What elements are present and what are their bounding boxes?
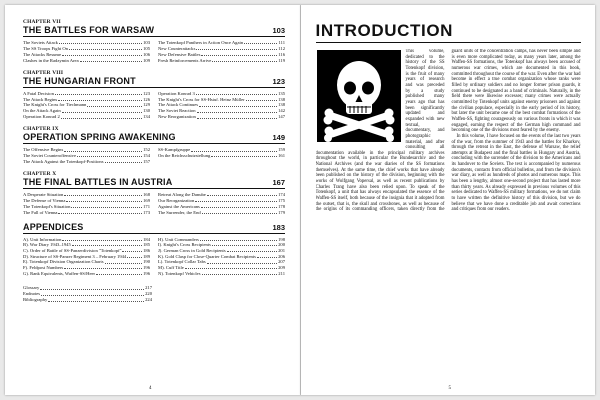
- dot-leader: [212, 58, 277, 62]
- chapter-label: CHAPTER X: [23, 170, 57, 177]
- toc-entry-page: 130: [143, 108, 150, 114]
- toc-entry-title: Glossary: [23, 285, 40, 291]
- dot-leader: [62, 237, 142, 241]
- toc-entry-page: 135: [278, 90, 285, 96]
- dot-leader: [48, 297, 144, 301]
- toc-section: [23, 126, 285, 165]
- chapter-heading: [23, 25, 285, 37]
- toc-column: [23, 147, 150, 165]
- table-of-contents: [23, 19, 285, 303]
- dot-leader: [87, 102, 142, 106]
- page-number-right: 5: [448, 386, 451, 391]
- dot-leader: [77, 153, 142, 157]
- toc-entry-title: Bibliography: [23, 297, 48, 303]
- toc-column: [158, 40, 285, 64]
- toc-entry: [23, 159, 150, 165]
- toc-entry-page: 119: [278, 57, 285, 63]
- toc-entry-page: 217: [145, 285, 152, 291]
- dot-leader: [41, 291, 144, 295]
- toc-entry-page: 179: [278, 209, 285, 215]
- chapter-label: CHAPTER VIII: [23, 69, 64, 76]
- toc-entry-title: A Desperate Situation: [23, 191, 64, 197]
- chapter-heading: [23, 177, 285, 189]
- toc-entry-page: 103: [143, 40, 150, 45]
- dot-leader: [202, 271, 278, 275]
- toc-entry-title: The Knight's Cross for SS-Hstuf. Heinz Müller: [158, 96, 245, 102]
- toc-entry-title: Our Reorganization: [158, 197, 195, 203]
- toc-entry-page: 138: [278, 102, 285, 108]
- toc-entry-title: The Knight's Cross for Tiechmann: [23, 102, 87, 108]
- dot-leader: [202, 210, 277, 214]
- toc-entry-page: 211: [278, 270, 285, 276]
- dot-leader: [55, 91, 142, 95]
- toc-entry-page: 116: [278, 51, 285, 57]
- toc-entry-page: 209: [278, 265, 285, 271]
- chapter-title: THE BATTLES FOR WARSAW: [23, 25, 155, 35]
- dot-leader: [62, 52, 142, 56]
- toc-entry: [23, 58, 150, 64]
- toc-entry: [23, 271, 150, 277]
- toc-entry: [23, 210, 150, 216]
- toc-entry-page: 152: [143, 147, 150, 153]
- toc-entry-title: The Offensive Begins: [23, 147, 64, 153]
- toc-entry-title: C). Order of Battle of SS-Panzerdivision "Totenkopf": [23, 247, 122, 253]
- toc-entry-title: F). Feldpost Numbers: [23, 265, 64, 271]
- dot-leader: [40, 285, 144, 289]
- toc-entry-title: The Soviets Attack: [23, 40, 58, 45]
- toc-entry-title: The Defense of Vienna: [23, 197, 66, 203]
- toc-column: [158, 91, 285, 121]
- dot-leader: [257, 254, 277, 258]
- toc-section: [23, 70, 285, 121]
- toc-column: [23, 237, 150, 277]
- toc-entry-title: Operation Konrad 3: [158, 90, 195, 96]
- dot-leader: [105, 259, 143, 263]
- dot-leader: [197, 114, 277, 118]
- toc-entry-title: SS-Kampfgruppe: [158, 147, 191, 153]
- dot-leader: [122, 248, 142, 252]
- toc-column: [23, 192, 150, 216]
- toc-entry-page: 189: [143, 253, 150, 259]
- toc-entry-title: A). Unit Information: [23, 236, 62, 242]
- toc-entry-page: 123: [143, 90, 150, 96]
- toc-entry-page: 186: [143, 247, 150, 253]
- toc-entry-page: 220: [145, 291, 152, 297]
- toc-entry-page: 109: [143, 57, 150, 63]
- toc-entry-title: N). Totenkopf Vehicles: [158, 270, 201, 276]
- chapter-label: CHAPTER IX: [23, 126, 59, 133]
- appendices-section: [23, 222, 285, 277]
- dot-leader: [185, 265, 277, 269]
- toc-column: [158, 192, 285, 216]
- toc-entry: [23, 297, 152, 303]
- contents-page: [5, 5, 301, 395]
- dot-leader: [96, 271, 142, 275]
- toc-entry-title: H). Unit Commanders: [158, 236, 199, 242]
- toc-column: [158, 147, 285, 165]
- chapter-page: 167: [272, 177, 285, 187]
- toc-entry-page: 105: [143, 45, 150, 51]
- dot-leader: [62, 108, 142, 112]
- book-spread: [5, 5, 595, 395]
- toc-columns: [23, 91, 285, 121]
- dot-leader: [195, 198, 277, 202]
- toc-entry-title: G). Rank Equivalents, Waffen-SS/Heer: [23, 270, 96, 276]
- toc-entry-page: 178: [278, 203, 285, 209]
- toc-entry-page: 112: [278, 45, 285, 51]
- dot-leader: [59, 40, 142, 44]
- toc-entry-title: Clashes in the Radzymin Area: [23, 57, 79, 63]
- toc-entry-page: 142: [278, 108, 285, 114]
- toc-entry-title: The Attacks Resume: [23, 51, 62, 57]
- dot-leader: [80, 58, 142, 62]
- dot-leader: [199, 102, 277, 106]
- dot-leader: [211, 153, 277, 157]
- dot-leader: [71, 204, 142, 208]
- toc-entry-title: Against the Americans: [158, 203, 200, 209]
- toc-entry-page: 134: [143, 114, 150, 120]
- toc-entry-page: 174: [278, 191, 285, 197]
- toc-entry-title: On the Attack Again: [23, 108, 61, 114]
- toc-entry-title: New Defensive Battles: [158, 51, 201, 57]
- dot-leader: [127, 254, 142, 258]
- dot-leader: [58, 210, 142, 214]
- toc-entry-title: Operation Konrad 2: [23, 114, 60, 120]
- dot-leader: [212, 242, 277, 246]
- intro-paragraph: In this volume, I have focused on the events of the last two years of the war, from the summer of 1943 and the battles for Kharkov, through the retreat in the East, the defense of Warsaw, the relief attempts at Budapest and the final battles in Hungary and Austria, concluding with the surrender of the division to the Americans and its handover to the Soviets. The text is accompanied by numerous documents, contacts from official bulletins, and from the division's war diary, as well as hundreds of photos and numerous maps. This has been a lengthy, almost one-second project that has lasted more than thirty years. As already expressed in previous volumes of this series dedicated to Waffen-SS military formations, we do not claim to have written the definitive history of this division, but we do believe that we have done a creditable job and await corrections and critiques from our readers.: [451, 133, 581, 213]
- toc-column: [23, 40, 150, 64]
- dot-leader: [66, 198, 142, 202]
- dot-leader: [64, 147, 142, 151]
- toc-entry: [158, 114, 285, 120]
- toc-entry-page: 198: [278, 236, 285, 242]
- dot-leader: [69, 46, 142, 50]
- intro-paragraph: This volume, dedicated to the history of the SS Totenkopf division, is the fruit of many years of research and was preceded by a study published many years ago that has been significantly updated and expanded with new textual, documentary, and photographic material, and after consulting all documentation available in the principal military archives throughout the world, in particular the Bundesarchiv and the National Archives (and the war diaries of the SS formations themselves). At the same time, the chief works that have already been published on the history of the division, beginning with the works of Wolfgang Vopersal, as well as recent publications by Charles Trang have also been relied upon. To speak of the Totenkopf, a unit that has always encapsulated the essence of the Waffen-SS itself, both because of the insignia that it adopted from the outset, that is, the skull and crossbones, as well as because of the origins of its commanding officers, taken directly from the guard units of the concentration camps, has never been simple and is even more complicated today, as many years later, among the Waffen-SS formations, the Totenkopf has always been accused of numerous war crimes, which are documented in this book, committed throughout the course of the war. Even after the war had become in effect a true combat organization whose ranks were filled by ordinary soldiers and no longer former prison guards, it continued to be designated as a band of criminals. Naturally, in the field there were likewise excesses; many crimes were actually committed by Totenkopf units against enemy prisoners and against the civilian populace, especially in the early period of its history, but later the unit became one of the best combat formations of the Waffen-SS, fighting courageously on various fronts in which it was engaged, earning the respect of the German high command and becoming one of the divisions most feared by the enemy.: [315, 49, 581, 213]
- toc-entry-page: 154: [143, 153, 150, 159]
- appendices-page: 183: [272, 222, 285, 232]
- dot-leader: [246, 97, 277, 101]
- chapter-label: CHAPTER VII: [23, 19, 61, 25]
- toc-entry-title: L). Totenkopf Collar Tabs: [158, 259, 206, 265]
- dot-leader: [196, 91, 277, 95]
- toc-entry-page: 173: [143, 209, 150, 215]
- dot-leader: [227, 248, 277, 252]
- appendices-title: APPENDICES: [23, 221, 84, 232]
- dot-leader: [207, 259, 277, 263]
- toc-column: [158, 237, 285, 277]
- dot-leader: [191, 147, 277, 151]
- toc-entry-title: On the Reichsschutzstellung: [158, 153, 211, 159]
- toc-entry-title: Endnotes: [23, 291, 41, 297]
- dot-leader: [201, 204, 277, 208]
- introduction-page: [301, 5, 596, 395]
- dot-leader: [207, 192, 277, 196]
- chapter-heading: [23, 132, 285, 144]
- appendices-heading: [23, 222, 285, 234]
- toc-entry-title: E). Totenkopf Division Organization Charts: [23, 259, 104, 265]
- toc-entry-page: 184: [143, 236, 150, 242]
- toc-entry-page: 207: [278, 259, 285, 265]
- chapter-page: 149: [272, 133, 285, 143]
- toc-entry-page: 169: [143, 197, 150, 203]
- toc-column: [23, 91, 150, 121]
- dot-leader: [58, 97, 142, 101]
- toc-entry-page: 196: [143, 270, 150, 276]
- toc-entry-title: New Counterattacks: [158, 45, 196, 51]
- toc-entry-title: The Totenkopf's Situation: [23, 203, 71, 209]
- toc-entry-page: 200: [278, 242, 285, 248]
- toc-entry: [23, 114, 150, 120]
- toc-entry-page: 157: [143, 158, 150, 164]
- toc-entry-page: 111: [278, 40, 285, 45]
- toc-entry-page: 175: [278, 197, 285, 203]
- toc-entry-page: 171: [143, 203, 150, 209]
- toc-entry: [158, 210, 285, 216]
- toc-entry-title: The Surrender, the End: [158, 209, 201, 215]
- chapter-heading: [23, 76, 285, 88]
- toc-entry-title: The Attack Continues: [158, 102, 199, 108]
- dot-leader: [72, 242, 142, 246]
- dot-leader: [201, 52, 277, 56]
- toc-entry-title: J). German Cross in Gold Recipients: [158, 247, 226, 253]
- page-number-left: 4: [149, 386, 152, 391]
- toc-section: [23, 171, 285, 216]
- toc-entry-page: 147: [278, 114, 285, 120]
- chapter-page: 123: [272, 76, 285, 86]
- toc-entry-page: 206: [278, 253, 285, 259]
- toc-columns: [23, 40, 285, 64]
- back-matter-list: [23, 285, 152, 303]
- chapter-title: THE FINAL BATTLES IN AUSTRIA: [23, 176, 173, 187]
- dot-leader: [61, 114, 142, 118]
- toc-entry-title: Retreat Along the Danube: [158, 191, 206, 197]
- toc-entry-title: K). Gold Clasp for Close-Quarter Combat Recipients: [158, 253, 256, 259]
- toc-entry-title: The Soviet Reaction: [158, 108, 196, 114]
- toc-entry-page: 129: [143, 102, 150, 108]
- toc-entry: [158, 153, 285, 159]
- skull-crossbones-icon: [317, 50, 401, 142]
- toc-entry-title: The Attack Begins: [23, 96, 58, 102]
- toc-entry-page: 161: [278, 153, 285, 159]
- toc-entry: [158, 271, 285, 277]
- toc-entry-title: The Attack Against the Totenkopf-Positions: [23, 158, 104, 164]
- toc-entry-title: A Fatal Decision: [23, 90, 54, 96]
- toc-entry-title: New Reorganization: [158, 114, 196, 120]
- toc-entry-page: 106: [143, 51, 150, 57]
- toc-columns: [23, 192, 285, 216]
- toc-entry-title: The SS Troops Fight On: [23, 45, 68, 51]
- toc-section: [23, 19, 285, 64]
- toc-entry-title: D). Structure of SS-Panzer Regiment 3 – February 1944: [23, 253, 127, 259]
- toc-entry-title: Fresh Reinforcements Arrive: [158, 57, 212, 63]
- dot-leader: [196, 46, 277, 50]
- toc-entry: [158, 58, 285, 64]
- dot-leader: [64, 265, 142, 269]
- toc-entry-page: 224: [145, 297, 152, 303]
- dot-leader: [197, 108, 278, 112]
- toc-entry-page: 196: [143, 265, 150, 271]
- dot-leader: [64, 192, 142, 196]
- toc-entry-title: M). Cuff Title: [158, 265, 184, 271]
- chapter-page: 103: [272, 26, 285, 35]
- toc-entry-page: 190: [143, 259, 150, 265]
- dot-leader: [200, 237, 277, 241]
- toc-entry-title: I). Knight's Cross Recipients: [158, 242, 211, 248]
- dot-leader: [244, 40, 277, 44]
- toc-entry-page: 159: [278, 147, 285, 153]
- toc-entry-page: 168: [143, 191, 150, 197]
- toc-columns: [23, 147, 285, 165]
- toc-entry-title: B). War Diary 1943–1945: [23, 242, 71, 248]
- dot-leader: [105, 159, 143, 163]
- toc-columns: [23, 237, 285, 277]
- toc-entry-page: 201: [278, 247, 285, 253]
- toc-entry-title: The Fall of Vienna: [23, 209, 58, 215]
- toc-entry-page: 185: [143, 242, 150, 248]
- toc-entry-page: 138: [278, 96, 285, 102]
- totenkopf-emblem-icon: [317, 50, 401, 142]
- toc-entry-page: 126: [143, 96, 150, 102]
- chapter-title: OPERATION SPRING AWAKENING: [23, 132, 176, 143]
- page-title: INTRODUCTION: [316, 21, 581, 43]
- toc-entry-title: The Totenkopf Panthers in Action Once Again: [158, 40, 244, 45]
- toc-entry-title: The Soviet Counteroffensive: [23, 153, 76, 159]
- chapter-title: THE HUNGARIAN FRONT: [23, 75, 136, 86]
